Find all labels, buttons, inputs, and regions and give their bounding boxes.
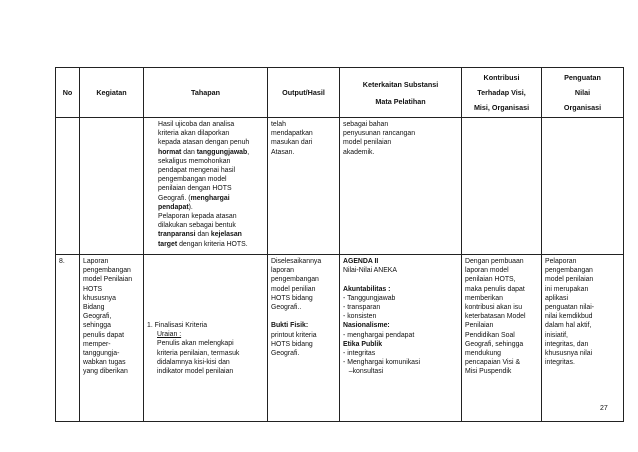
text-line: Akuntabilitas :	[343, 285, 391, 293]
text-line	[158, 230, 264, 239]
table-row	[56, 118, 624, 255]
cell-penguatan	[542, 118, 624, 255]
text-line: Nilai-Nilai ANEKA	[343, 267, 397, 275]
text-line: Diselesaikannya	[271, 258, 322, 265]
text-line: kriteria akan dilaporkan	[158, 130, 230, 138]
text-line: khususnya	[83, 294, 116, 302]
text-fragment: dan	[181, 148, 197, 156]
cell-output	[268, 118, 340, 255]
cell-tahapan	[144, 118, 268, 255]
text-line: mendukung	[465, 350, 502, 358]
text-line: yang diberikan	[83, 368, 128, 376]
text-line: telah	[271, 121, 286, 128]
text-line: masukan dari	[271, 139, 313, 147]
header-keterkaitan	[340, 68, 462, 118]
emphasis: pendapat	[158, 203, 189, 211]
text-line: mendapatkan	[271, 130, 313, 138]
header-penguatan-line: Penguatan	[564, 73, 601, 82]
text-line: dilakukan sebagai bentuk	[158, 222, 236, 230]
cell-kontribusi	[462, 118, 542, 255]
text-line: AGENDA II	[343, 258, 379, 265]
text-line: Nasionalisme:	[343, 322, 390, 330]
text-line: indikator model penilaian	[157, 368, 234, 376]
text-fragment: Geografi. (	[158, 194, 191, 202]
text-line: - Menghargai komunikasi	[343, 359, 420, 367]
text-line: Dengan pembuaan	[465, 258, 524, 265]
header-kegiatan: Kegiatan	[80, 68, 144, 118]
text-line: laporan	[271, 267, 294, 275]
text-line: Bidang	[83, 304, 105, 312]
text-line: inisiatif,	[545, 331, 568, 339]
cell-no: 8.	[56, 255, 80, 422]
text-line: model Penilaian	[83, 276, 133, 284]
emphasis: menghargai	[190, 194, 230, 202]
text-line: - integritas	[343, 350, 376, 358]
text-line: keterbatasan Model	[465, 313, 526, 321]
text-line: - transparan	[343, 304, 381, 311]
spacer	[271, 312, 336, 321]
text-line: penilaian dengan HOTS	[158, 185, 232, 193]
text-line: kriteria penilaian, termasuk	[157, 349, 240, 357]
text-line: kontribusi akan isu	[465, 304, 523, 312]
text-line: Pelaporan	[545, 258, 577, 265]
header-penguatan-line: Nilai	[574, 88, 591, 97]
text-line: ini merupakan	[545, 285, 589, 293]
text-line	[158, 148, 264, 157]
table-row	[56, 255, 624, 422]
text-line: Geografi,	[83, 313, 112, 321]
text-line: sebagai bahan	[343, 121, 389, 128]
text-line: pengembangan	[545, 267, 593, 275]
text-line: Hasil ujicoba dan analisa	[158, 121, 235, 128]
text-line: Uraian :	[157, 331, 182, 339]
text-line: - Tanggungjawab	[343, 294, 396, 302]
text-line: integritas, dan	[545, 340, 589, 348]
text-line: Atasan.	[271, 148, 295, 156]
text-line: Laporan	[83, 258, 109, 265]
text-line: Misi Puspendik	[465, 368, 512, 376]
cell-tahapan	[144, 255, 268, 422]
text-line: Etika Publik	[343, 340, 383, 348]
text-line: Pelaporan kepada atasan	[158, 213, 237, 221]
text-line: HOTS	[83, 285, 103, 293]
text-line: model penilian	[271, 285, 316, 293]
header-kontribusi	[462, 68, 542, 118]
text-line: tanggungja-	[83, 350, 120, 358]
text-line: akademik.	[343, 148, 375, 156]
text-line: penulis dapat	[83, 331, 124, 339]
text-line: sekaligus memohonkan	[158, 157, 231, 165]
text-line: dalam hal aktif,	[545, 322, 592, 330]
text-line: Geografi.	[271, 350, 300, 358]
text-fragment: dengan kriteria HOTS.	[177, 240, 248, 248]
text-line: pencapaian Visi &	[465, 359, 521, 367]
cell-kegiatan	[80, 255, 144, 422]
header-kontribusi-line: Misi, Organisasi	[473, 103, 530, 112]
text-fragment: ).	[188, 203, 193, 211]
header-kontribusi-line: Terhadap Visi,	[477, 88, 526, 97]
text-line: pengembangan	[271, 276, 319, 284]
text-line: sehingga	[83, 322, 111, 330]
cell-penguatan	[542, 255, 624, 422]
header-penguatan	[542, 68, 624, 118]
text-line: khususnya nilai	[545, 350, 593, 358]
spacer	[343, 275, 458, 284]
text-line: laporan model	[465, 267, 509, 275]
header-no: No	[56, 68, 80, 118]
text-line: HOTS bidang	[271, 340, 313, 348]
text-line: model penilaian	[343, 139, 392, 147]
cell-keterkaitan	[340, 255, 462, 422]
text-line: Geografi..	[271, 304, 302, 312]
cell-keterkaitan	[340, 118, 462, 255]
text-line: Pendidikan Soal	[465, 331, 515, 339]
header-row	[56, 68, 624, 118]
emphasis: kejelasan	[210, 231, 242, 239]
text-line: - konsisten	[343, 313, 377, 321]
cell-no	[56, 118, 80, 255]
header-keterkaitan-line: Mata Pelatihan	[375, 96, 426, 106]
text-line	[158, 203, 264, 212]
text-fragment: ,	[247, 148, 250, 156]
text-line: didalamnya kisi-kisi dan	[157, 358, 230, 366]
text-line: nilai kemdikbud	[545, 313, 593, 321]
text-line: - menghargai pendapat	[343, 331, 415, 339]
text-line: memberikan	[465, 294, 503, 302]
text-fragment: dan	[195, 231, 211, 239]
activity-table	[55, 67, 624, 422]
text-line: integritas.	[545, 359, 575, 367]
text-line: model penilaian	[545, 276, 594, 284]
text-line: wabkan tugas	[83, 359, 126, 367]
header-output: Output/Hasil	[268, 68, 340, 118]
cell-kegiatan	[80, 118, 144, 255]
spacer	[147, 257, 264, 321]
text-line: penilaian HOTS,	[465, 276, 516, 284]
text-line: Penulis akan melengkapi	[157, 340, 234, 348]
text-line: HOTS bidang	[271, 294, 313, 302]
text-line: Bukti Fisik:	[271, 322, 309, 330]
cell-kontribusi	[462, 255, 542, 422]
emphasis: tranparansi	[158, 231, 196, 239]
text-line: aplikasi	[545, 294, 568, 302]
header-tahapan: Tahapan	[144, 68, 268, 118]
text-line	[158, 194, 264, 203]
emphasis: hormat	[158, 148, 182, 156]
page-number: 27	[600, 405, 608, 412]
text-line: penyusunan rancangan	[343, 130, 416, 138]
text-line: maka penulis dapat	[465, 285, 525, 293]
text-line: memper-	[83, 340, 111, 348]
text-line: 1. Finalisasi Kriteria	[147, 322, 208, 329]
cell-output	[268, 255, 340, 422]
emphasis: tanggungjawab	[196, 148, 248, 156]
text-line: penguatan nilai-	[545, 304, 595, 312]
text-line: Geografi, sehingga	[465, 340, 524, 348]
text-line: pendapat mengenai hasil	[158, 167, 236, 175]
text-line: –konsultasi	[343, 368, 384, 376]
text-line: Penilaian	[465, 322, 494, 330]
text-line: printout kriteria	[271, 331, 317, 339]
text-line: pengembangan	[83, 267, 131, 275]
header-kontribusi-line: Kontribusi	[483, 73, 520, 82]
emphasis: target	[158, 240, 178, 248]
header-penguatan-line: Organisasi	[563, 103, 602, 112]
text-line: pengembangan model	[158, 176, 227, 184]
text-line: kepada atasan dengan penuh	[158, 139, 250, 147]
header-keterkaitan-line: Keterkaitan Substansi	[362, 79, 439, 89]
text-line	[158, 240, 264, 249]
